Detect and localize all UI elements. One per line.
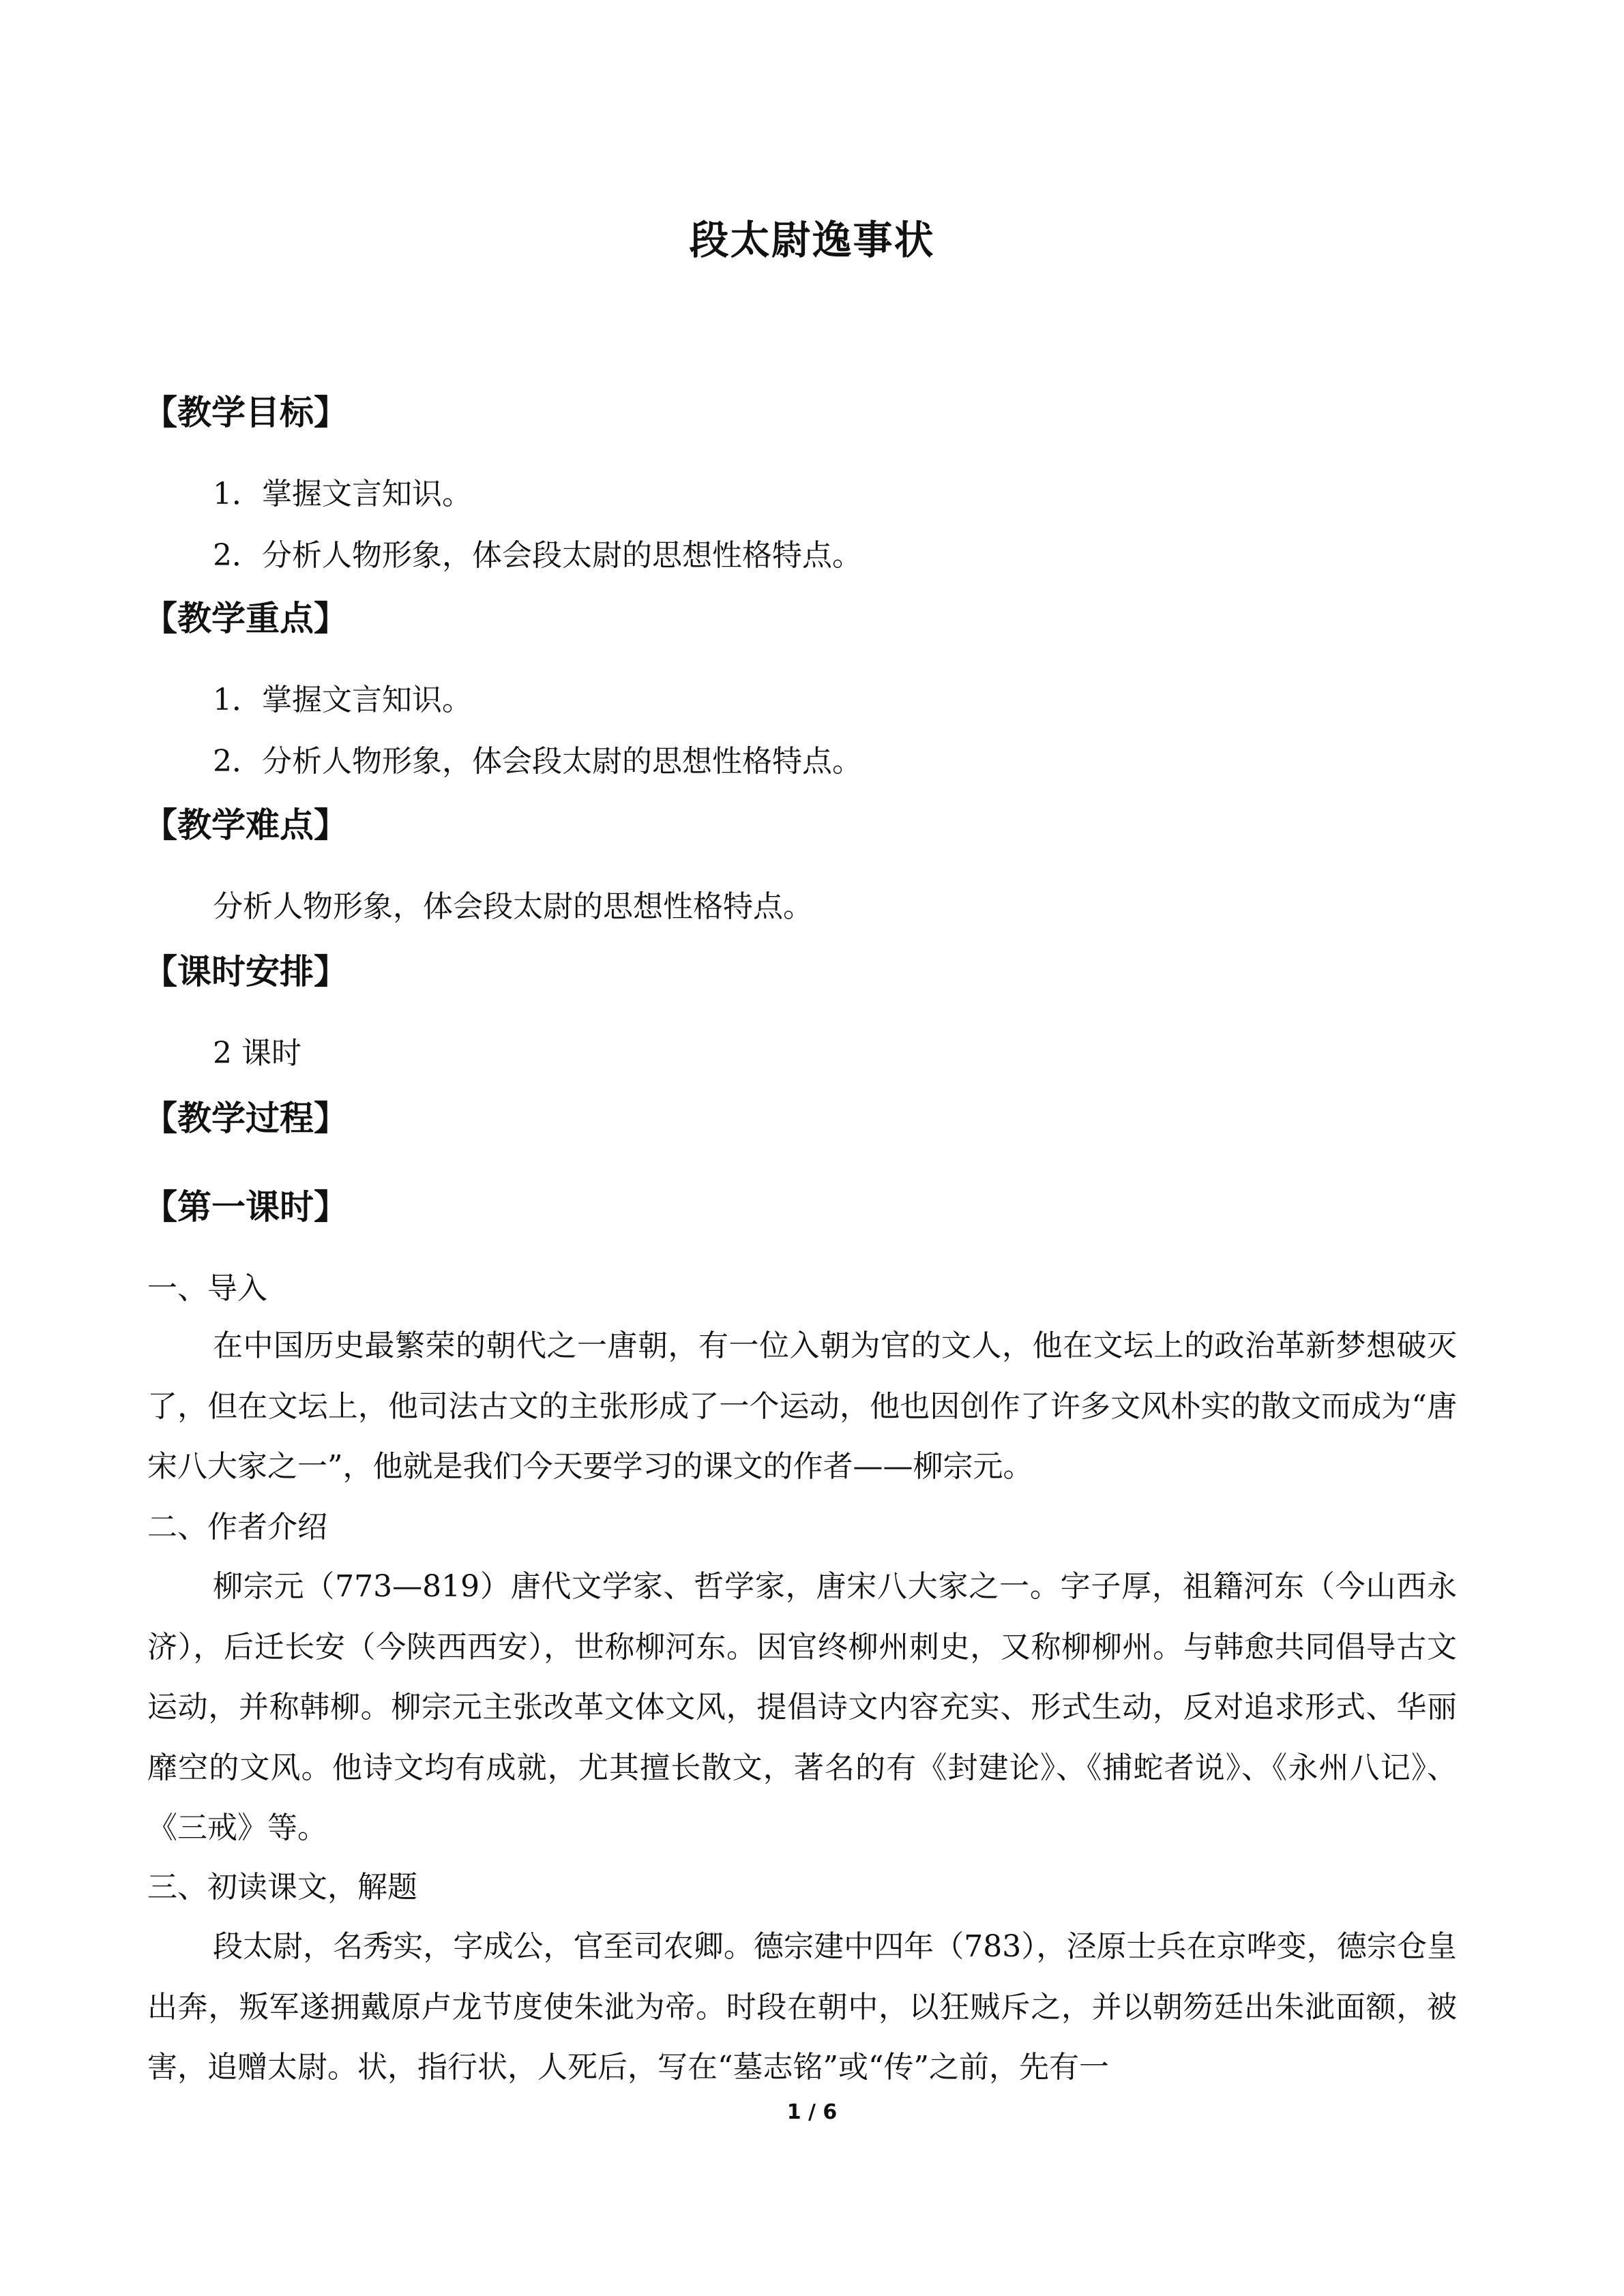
section-heading-goals: 【教学目标】 [143, 393, 348, 432]
key-point-item-1: 1．掌握文言知识。 [213, 683, 472, 717]
part-title-first-reading: 三、初读课文，解题 [147, 1870, 417, 1905]
section-heading-difficulties: 【教学难点】 [143, 805, 348, 845]
page-number: 1 / 6 [786, 2100, 838, 2124]
part-text-author: 柳宗元（773—819）唐代文学家、哲学家，唐宋八大家之一。字子厚，祖籍河东（今山西永济），后迁长安（今陕西西安），世称柳河东。因官终柳州刺史，又称柳柳州。与韩愈共同倡导古文运动，并称韩柳。柳宗元主张改革文体文风，提倡诗文内容充实、形式生动，反对追求形式、华丽靡空的文风。他诗文均有成就，尤其擅长散文，著名的有《封建论》、《捕蛇者说》、《永州八记》、《三戒》等。 [147, 1569, 1457, 1845]
page-title: 段太尉逸事状 [689, 217, 935, 263]
key-point-item-2: 2．分析人物形象，体会段太尉的思想性格特点。 [213, 744, 862, 779]
part-title-author: 二、作者介绍 [147, 1510, 327, 1545]
section-heading-schedule: 【课时安排】 [143, 952, 348, 992]
part-title-intro: 一、导入 [147, 1271, 267, 1306]
section-heading-process: 【教学过程】 [143, 1099, 348, 1138]
section-heading-lesson-one: 【第一课时】 [143, 1187, 348, 1227]
part-text-intro: 在中国历史最繁荣的朝代之一唐朝，有一位入朝为官的文人，他在文坛上的政治革新梦想破灭了，但在文坛上，他司法古文的主张形成了一个运动，他也因创作了许多文风朴实的散文而成为“唐宋八大家之一”，他就是我们今天要学习的课文的作者——柳宗元。 [147, 1328, 1457, 1484]
part-text-first-reading: 段太尉，名秀实，字成公，官至司农卿。德宗建中四年（783），泾原士兵在京哗变，德宗仓皇出奔，叛军遂拥戴原卢龙节度使朱泚为帝。时段在朝中，以狂贼斥之，并以朝笏廷出朱泚面额，被害，追赠太尉。状，指行状，人死后，写在“墓志铭”或“传”之前，先有一 [147, 1929, 1457, 2085]
goal-item-1: 1．掌握文言知识。 [213, 477, 472, 511]
goal-item-2: 2．分析人物形象，体会段太尉的思想性格特点。 [213, 538, 862, 573]
section-heading-key-points: 【教学重点】 [143, 599, 348, 638]
difficulties-text: 分析人物形象，体会段太尉的思想性格特点。 [213, 889, 813, 924]
schedule-text: 2 课时 [213, 1036, 301, 1071]
